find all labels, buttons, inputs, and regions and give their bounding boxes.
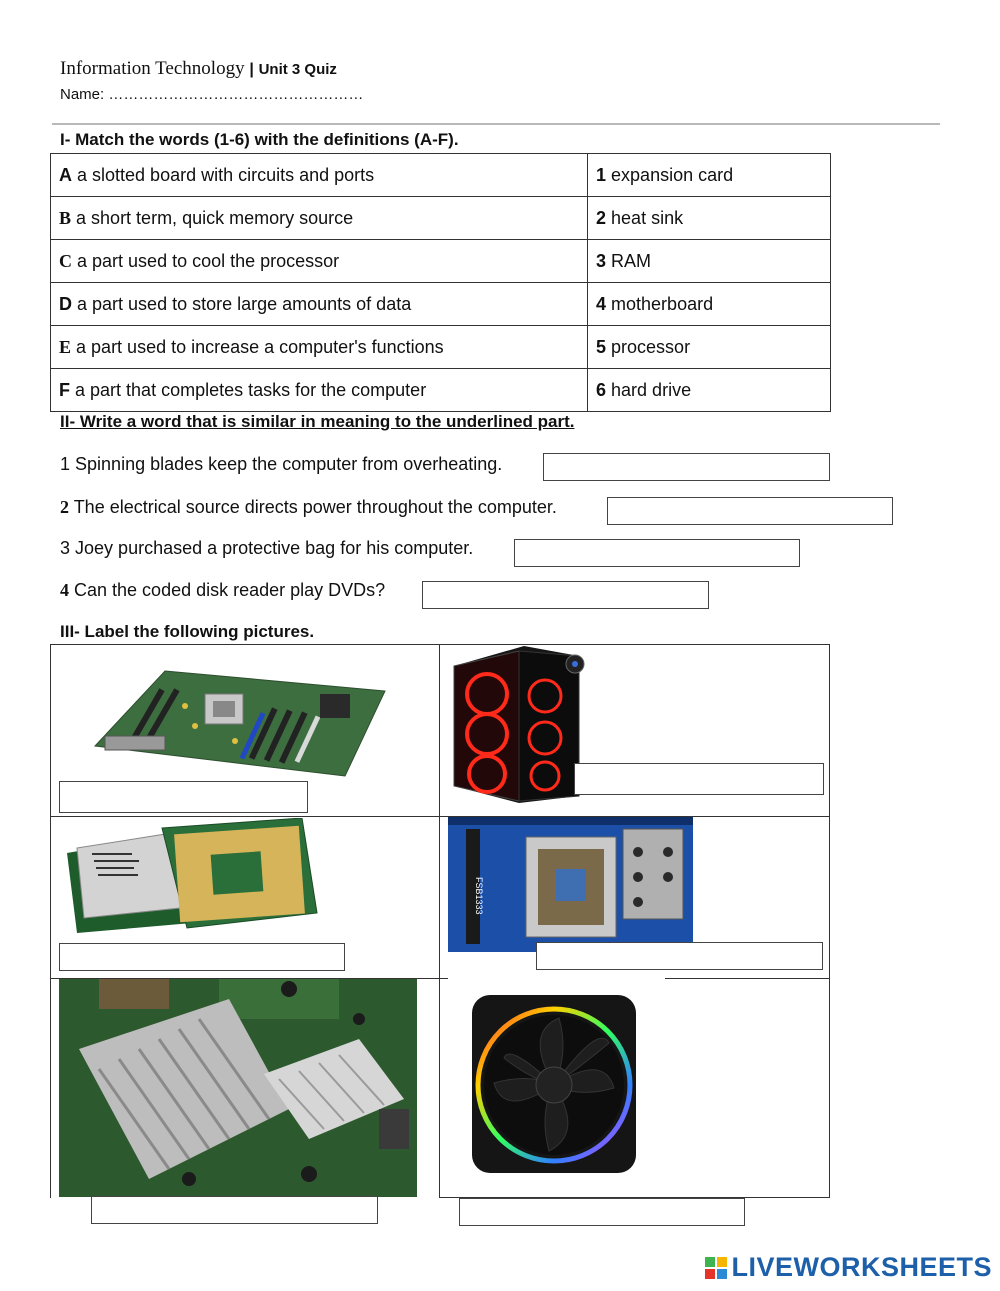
question-3 (60, 538, 473, 559)
case-fan-image (464, 983, 644, 1183)
word-number: 5 (596, 336, 607, 357)
cpu-socket-image (448, 817, 693, 952)
table-row (51, 283, 831, 326)
answer-input-4[interactable] (422, 581, 709, 609)
word-text: motherboard (611, 293, 714, 314)
definition-cell (51, 240, 588, 283)
word-cell (588, 369, 831, 412)
definition-cell (51, 326, 588, 369)
word-number: 4 (596, 293, 607, 314)
processor-image (62, 818, 322, 936)
word-number: 2 (596, 207, 607, 228)
label-input-6[interactable] (459, 1198, 745, 1226)
grid-divider-vertical (439, 644, 440, 1198)
definition-cell (51, 283, 588, 326)
grid-divider-row-2b (665, 978, 830, 979)
header-divider (52, 123, 940, 125)
definition-text: a slotted board with circuits and ports (77, 164, 375, 185)
svg-text:FSB1333: FSB1333 (474, 877, 484, 915)
question-text: Can the coded disk reader play DVDs? (74, 580, 386, 600)
unit-label: Unit 3 Quiz (258, 61, 337, 78)
label-input-2[interactable] (574, 763, 824, 795)
grid-border-right (829, 644, 830, 1198)
label-input-1[interactable] (59, 781, 308, 813)
question-number: 3 (60, 538, 71, 558)
computer-case-image (449, 646, 589, 804)
word-cell (588, 154, 831, 197)
definition-text: a part used to cool the processor (77, 250, 340, 271)
definition-letter: A (59, 164, 72, 185)
definition-letter: E (59, 336, 72, 357)
definition-letter: B (59, 207, 72, 228)
definition-text: a part that completes tasks for the computer (75, 379, 427, 400)
question-text: The electrical source directs power throughout the computer. (73, 497, 557, 517)
table-row (51, 197, 831, 240)
word-text: hard drive (611, 379, 692, 400)
matching-table (50, 153, 831, 412)
grid-border-left (50, 644, 51, 1198)
word-text: RAM (611, 250, 652, 271)
grid-divider-row-1 (50, 816, 830, 817)
answer-input-1[interactable] (543, 453, 830, 481)
answer-input-2[interactable] (607, 497, 893, 525)
title-separator: | (249, 61, 254, 78)
definition-cell (51, 369, 588, 412)
answer-input-3[interactable] (514, 539, 800, 567)
word-text: expansion card (611, 164, 734, 185)
definition-letter: D (59, 293, 72, 314)
label-input-3[interactable] (59, 943, 345, 971)
label-input-5[interactable] (91, 1196, 378, 1224)
definition-text: a part used to increase a computer's functions (76, 336, 444, 357)
definition-cell (51, 197, 588, 240)
table-row (51, 240, 831, 283)
heat-sink-image (59, 979, 417, 1197)
definition-cell (51, 154, 588, 197)
definition-letter: F (59, 379, 70, 400)
word-number: 3 (596, 250, 607, 271)
word-cell (588, 326, 831, 369)
word-cell (588, 197, 831, 240)
worksheet-title (60, 58, 337, 80)
definition-letter: C (59, 250, 72, 271)
title-text: Information Technology (60, 58, 245, 79)
table-row (51, 369, 831, 412)
grid-border-top (50, 644, 830, 645)
word-text: heat sink (611, 207, 684, 228)
word-cell (588, 283, 831, 326)
question-1 (60, 454, 502, 475)
brand-name: LIVEWORKSHEETS (731, 1252, 992, 1282)
section-2-title: II- Write a word that is similar in meaning to the underlined part. (60, 412, 575, 431)
word-text: processor (611, 336, 691, 357)
word-number: 1 (596, 164, 607, 185)
word-number: 6 (596, 379, 607, 400)
brand-icon (705, 1257, 727, 1279)
table-row (51, 154, 831, 197)
question-text: Joey purchased a protective bag for his computer. (75, 538, 474, 558)
section-3-title: III- Label the following pictures. (60, 622, 315, 641)
label-input-4[interactable] (536, 942, 823, 970)
table-row (51, 326, 831, 369)
section-1-title: I- Match the words (1-6) with the definitions (A-F). (60, 130, 459, 149)
word-cell (588, 240, 831, 283)
question-number: 2 (60, 497, 69, 517)
question-number: 4 (60, 580, 69, 600)
question-number: 1 (60, 454, 71, 474)
question-2 (60, 497, 557, 518)
liveworksheets-logo (705, 1252, 992, 1283)
definition-text: a short term, quick memory source (76, 207, 354, 228)
name-line: Name: …………………………………………… (60, 86, 364, 103)
motherboard-image (85, 666, 395, 781)
question-text: Spinning blades keep the computer from overheating. (75, 454, 503, 474)
definition-text: a part used to store large amounts of data (77, 293, 412, 314)
question-4 (60, 580, 385, 601)
